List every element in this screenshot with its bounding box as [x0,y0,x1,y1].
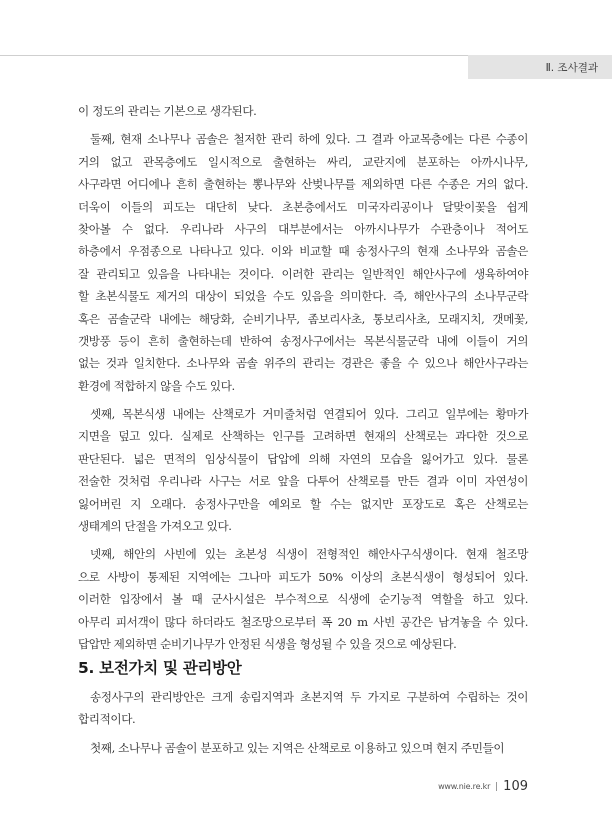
body-text-2 [78,686,528,765]
text-line: 하층에서 우점종으로 나타나고 있다. 이와 비교할 때 송정사구의 현재 소나무와 곰솔은 [78,244,528,259]
text-line: 혹은 곰솔군락 내에는 해당화, 순비기나무, 좀보리사초, 통보리사초, 모래지치, 갯메꽃, [78,311,528,326]
text-line: 넷째, 해안의 사빈에 있는 초본성 식생이 전형적인 해안사구식생이다. 현재 철조망 [90,547,528,562]
text-line: 찾아볼 수 없다. 우리나라 사구의 대부분에서는 아까시나무가 수관층이나 적어도 [78,221,528,236]
paragraph [78,686,528,731]
text-line: 환경에 적합하지 않을 수도 있다. [78,378,235,393]
text-line: 할 초본식물도 제거의 대상이 되었을 수도 있음을 의미한다. 즉, 해안사구의 소나무군락 [78,289,528,304]
paragraph [78,543,528,655]
text-line: 생태계의 단절을 가져오고 있다. [78,519,232,534]
paragraph [78,100,528,122]
body-text [78,100,528,661]
text-line: 잃어버린 지 오래다. 송정사구만을 예외로 할 수는 없지만 포장도로 혹은 산책로는 [78,496,528,511]
text-line: 첫째, 소나무나 곰솔이 분포하고 있는 지역은 산책로로 이용하고 있으며 현지 주민들이 [90,740,505,755]
text-line: 셋째, 목본식생 내에는 산책로가 거미줄처럼 연결되어 있다. 그리고 일부에는 황마가 [90,407,528,422]
text-line: 이러한 입장에서 볼 때 군사시설은 부수적으로 식생에 순기능적 역할을 하고 있다. [78,592,528,607]
section-title: Ⅱ. 조사결과 [545,61,598,74]
text-line: 사구라면 어디에나 흔히 출현하는 뽕나무와 산벚나무를 제외하면 다른 수종은 거의 없다. [78,177,528,192]
paragraph [78,403,528,537]
section-heading: 5. 보전가치 및 관리방안 [78,659,242,677]
text-line: 없는 것과 일치한다. 소나무와 곰솔 위주의 관리는 경관은 좋을 수 있으나 해안사구라는 [78,356,528,371]
text-line: 지면을 덮고 있다. 실제로 산책하는 인구를 고려하면 현재의 산책로는 과다한 것으로 [78,429,528,444]
section-header-tab [468,55,612,79]
text-line: 합리적이다. [78,712,136,727]
text-line: 더욱이 이들의 피도는 대단히 낮다. 초본층에서도 미국자리공이나 달맞이꽃을 쉽게 [78,199,528,214]
text-line: 거의 없고 관목층에도 일시적으로 출현하는 싸리, 교란지에 분포하는 아까시나무, [78,154,528,169]
text-line: 으로 사방이 통제된 지역에는 그나마 피도가 50% 이상의 초본식생이 형성되어 있다. [78,569,528,584]
page-footer [438,779,528,794]
text-line: 송정사구의 관리방안은 크게 송림지역과 초본지역 두 가지로 구분하여 수립하는 것이 [90,690,528,704]
page-number: 109 [503,779,528,794]
paragraph [78,128,528,397]
text-line: 전술한 것처럼 우리나라 사구는 서로 앞을 다투어 산책로를 만든 결과 이미 자연성이 [78,474,528,489]
footer-divider [496,782,497,791]
text-line: 이 정도의 관리는 기본으로 생각된다. [78,104,257,118]
text-line: 둘째, 현재 소나무나 곰솔은 철저한 관리 하에 있다. 그 결과 아교목층에는 다른 수종이 [90,132,528,147]
text-line: 판단된다. 넓은 면적의 임상식물이 답압에 의해 자연의 모습을 잃어가고 있다. 물론 [78,451,528,466]
paragraph [78,737,528,759]
text-line: 답압만 제외하면 순비기나무가 안정된 식생을 형성될 수 있을 것으로 예상된다. [78,636,457,651]
text-line: 아무리 피서객이 많다 하더라도 철조망으로부터 폭 20 m 사빈 공간은 남겨놓을 수 있다. [78,614,528,629]
text-line: 갯방풍 등이 흔히 출현하는데 반하여 송정사구에서는 목본식물군락 내에 이들이 거의 [78,333,528,348]
footer-url: www.nie.re.kr [438,782,491,791]
text-line: 잘 관리되고 있음을 나타내는 것이다. 이러한 관리는 일반적인 해안사구에 생육하여야 [78,266,528,281]
